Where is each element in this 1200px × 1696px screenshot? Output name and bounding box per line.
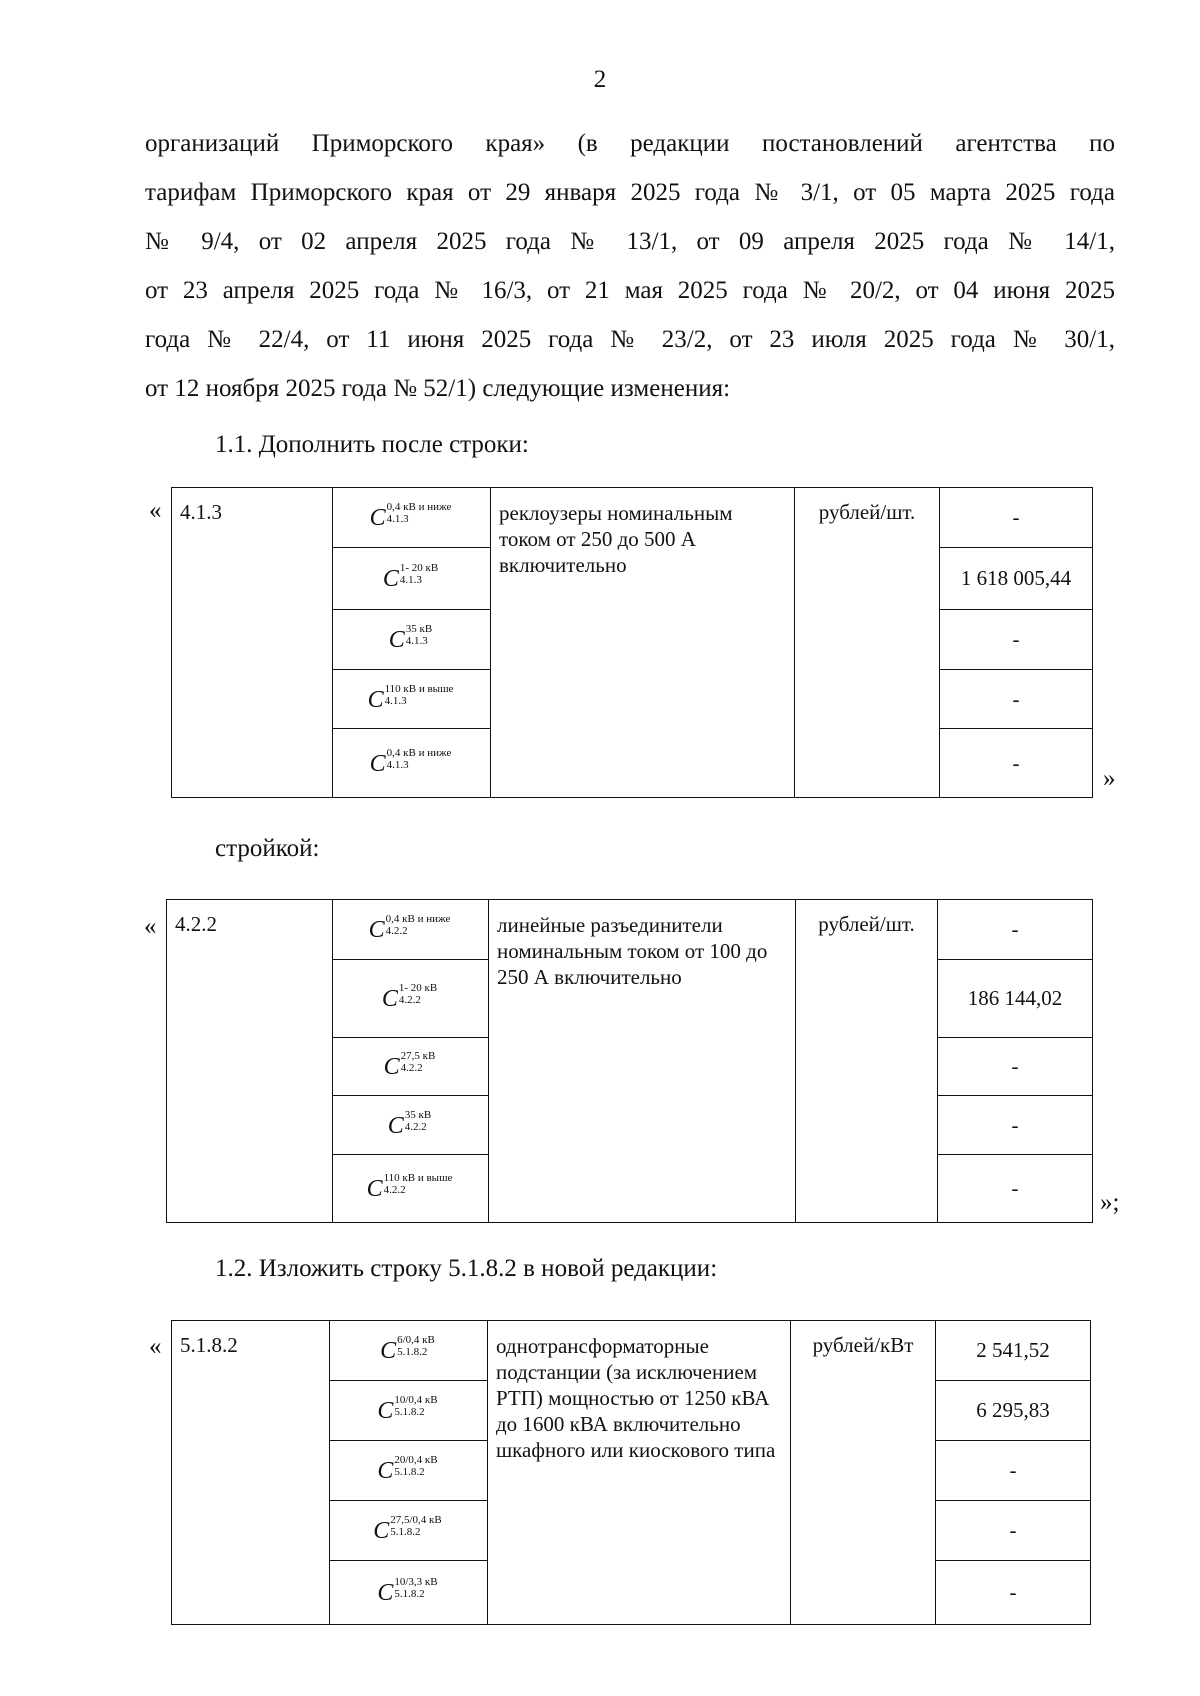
rate-value: - (938, 1096, 1093, 1155)
intro-line-6: от 12 ноября 2025 года № 52/1) следующие изменения: (145, 375, 731, 402)
rate-symbol: C 110 кВ и выше 4.2.2 (333, 1155, 489, 1223)
table-row (167, 900, 1093, 960)
rate-value: - (940, 488, 1093, 548)
table-row (172, 488, 1093, 548)
table-row (172, 1321, 1091, 1381)
rate-value: - (938, 900, 1093, 960)
rate-symbol: C 20/0,4 кВ 5.1.8.2 (330, 1441, 488, 1501)
rate-value: 6 295,83 (936, 1381, 1091, 1441)
item-1-2-heading: 1.2. Изложить строку 5.1.8.2 в новой редакции: (215, 1255, 718, 1282)
tariff-table-1 (171, 487, 1093, 798)
intro-line-3: № 9/4, от 02 апреля 2025 года № 13/1, от 09 апреля 2025 года № 14/1, (145, 228, 1115, 255)
rate-value: 2 541,52 (936, 1321, 1091, 1381)
row-code: 5.1.8.2 (172, 1321, 330, 1625)
row-description: однотрансформаторные подстанции (за исключением РТП) мощностью от 1250 кВА до 1600 кВА включительно шкафного или киоскового типа (488, 1321, 791, 1625)
row-unit: рублей/шт. (795, 488, 940, 798)
open-quote-2: « (144, 913, 157, 940)
item-1-1-after: стройкой: (215, 835, 320, 862)
close-quote-1: » (1103, 765, 1116, 792)
page-number: 2 (593, 66, 607, 93)
rate-symbol: C 0,4 кВ и ниже 4.1.3 (333, 729, 491, 798)
rate-value: - (936, 1501, 1091, 1561)
rate-value: 186 144,02 (938, 960, 1093, 1038)
tariff-table-2 (166, 899, 1093, 1223)
item-1-1-heading: 1.1. Дополнить после строки: (215, 431, 529, 458)
intro-line-5: года № 22/4, от 11 июня 2025 года № 23/2, от 23 июля 2025 года № 30/1, (145, 326, 1115, 353)
rate-symbol: C 0,4 кВ и ниже 4.1.3 (333, 488, 491, 548)
row-description: реклоузеры номинальным током от 250 до 500 А включительно (491, 488, 795, 798)
tariff-table-3 (171, 1320, 1091, 1625)
rate-value: - (940, 670, 1093, 729)
rate-symbol: C 27,5/0,4 кВ 5.1.8.2 (330, 1501, 488, 1561)
row-description: линейные разъединители номинальным током от 100 до 250 А включительно (489, 900, 796, 1223)
row-unit: рублей/кВт (791, 1321, 936, 1625)
intro-paragraph (145, 119, 1115, 413)
intro-line-2: тарифам Приморского края от 29 января 2025 года № 3/1, от 05 марта 2025 года (145, 179, 1115, 206)
intro-line-4: от 23 апреля 2025 года № 16/3, от 21 мая 2025 года № 20/2, от 04 июня 2025 (145, 277, 1115, 304)
rate-symbol: C 110 кВ и выше 4.1.3 (333, 670, 491, 729)
row-code: 4.1.3 (172, 488, 333, 798)
rate-symbol: C 1- 20 кВ 4.1.3 (333, 548, 491, 610)
close-quote-2: »; (1100, 1189, 1120, 1216)
rate-symbol: C 35 кВ 4.2.2 (333, 1096, 489, 1155)
rate-symbol: C 10/0,4 кВ 5.1.8.2 (330, 1381, 488, 1441)
rate-value: 1 618 005,44 (940, 548, 1093, 610)
rate-value: - (936, 1441, 1091, 1501)
rate-symbol: C 27,5 кВ 4.2.2 (333, 1038, 489, 1096)
rate-symbol: C 6/0,4 кВ 5.1.8.2 (330, 1321, 488, 1381)
rate-value: - (940, 610, 1093, 670)
rate-symbol: C 10/3,3 кВ 5.1.8.2 (330, 1561, 488, 1625)
row-code: 4.2.2 (167, 900, 333, 1223)
rate-value: - (938, 1038, 1093, 1096)
rate-value: - (938, 1155, 1093, 1223)
rate-value: - (940, 729, 1093, 798)
open-quote-1: « (149, 497, 162, 524)
intro-line-1: организаций Приморского края» (в редакции постановлений агентства по (145, 130, 1115, 157)
row-unit: рублей/шт. (796, 900, 938, 1223)
rate-symbol: C 35 кВ 4.1.3 (333, 610, 491, 670)
rate-value: - (936, 1561, 1091, 1625)
rate-symbol: C 0,4 кВ и ниже 4.2.2 (333, 900, 489, 960)
rate-symbol: C 1- 20 кВ 4.2.2 (333, 960, 489, 1038)
open-quote-3: « (149, 1333, 162, 1360)
